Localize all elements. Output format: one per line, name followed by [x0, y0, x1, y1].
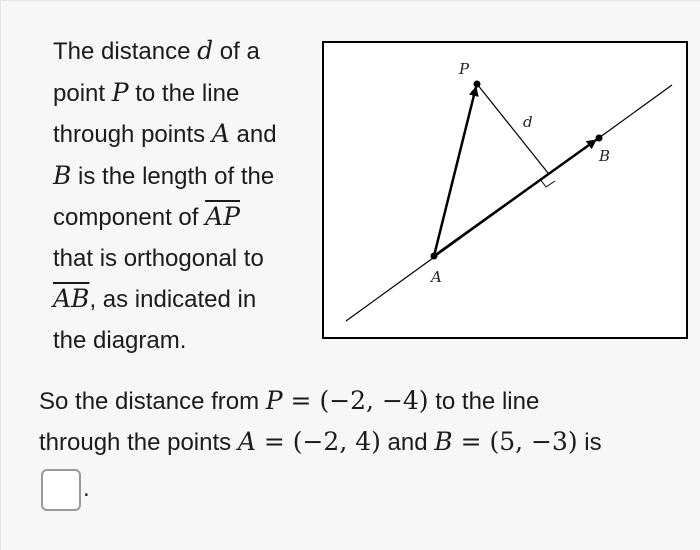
- var-A-question: A: [237, 427, 256, 456]
- question-text: [39, 381, 679, 463]
- distance-segment-d: [477, 84, 548, 173]
- coords-A: = (−2, 4): [255, 427, 381, 456]
- label-B: B: [599, 147, 611, 165]
- answer-input[interactable]: [41, 469, 81, 511]
- distance-diagram: [322, 41, 688, 339]
- var-P-question: P: [265, 386, 283, 415]
- var-P: P: [111, 77, 129, 107]
- label-A: A: [431, 268, 442, 286]
- label-P: P: [459, 60, 470, 78]
- point-A: [431, 253, 438, 260]
- var-d: d: [197, 36, 214, 65]
- right-angle-marker: [540, 179, 555, 187]
- coords-P: = (−2, −4): [282, 386, 429, 415]
- answer-period: .: [83, 475, 90, 502]
- coords-B: = (5, −3): [452, 427, 578, 456]
- vector-AP: $\overline{AP}$: [205, 202, 240, 231]
- intro-line-2: point P to the line: [53, 77, 240, 107]
- question-line-1: So the distance from P = (−2, −4) to the line: [39, 386, 540, 415]
- label-d: d: [523, 113, 533, 131]
- intro-line-5: component of $\overline{AP}$: [53, 202, 240, 231]
- intro-line-8: the diagram.: [53, 326, 187, 354]
- intro-line-3: through points A and: [53, 119, 277, 148]
- intro-line-7: $\overline{AB}$, as indicated in: [53, 284, 257, 313]
- point-B: [596, 135, 603, 142]
- intro-line-1: The distance d of a: [53, 36, 260, 65]
- point-P: [474, 81, 481, 88]
- intro-line-6: that is orthogonal to: [53, 244, 264, 272]
- diagram-svg: [324, 43, 686, 337]
- intro-text: [53, 31, 315, 361]
- answer-row: [41, 463, 90, 511]
- var-B-question: B: [434, 427, 453, 456]
- intro-line-4: B is the length of the: [53, 160, 275, 190]
- question-line-2: through the points A = (−2, 4) and B = (5, −3) is: [39, 427, 602, 456]
- var-A: A: [211, 119, 230, 148]
- vector-AB: $\overline{AB}$: [53, 284, 90, 313]
- var-B: B: [53, 160, 72, 190]
